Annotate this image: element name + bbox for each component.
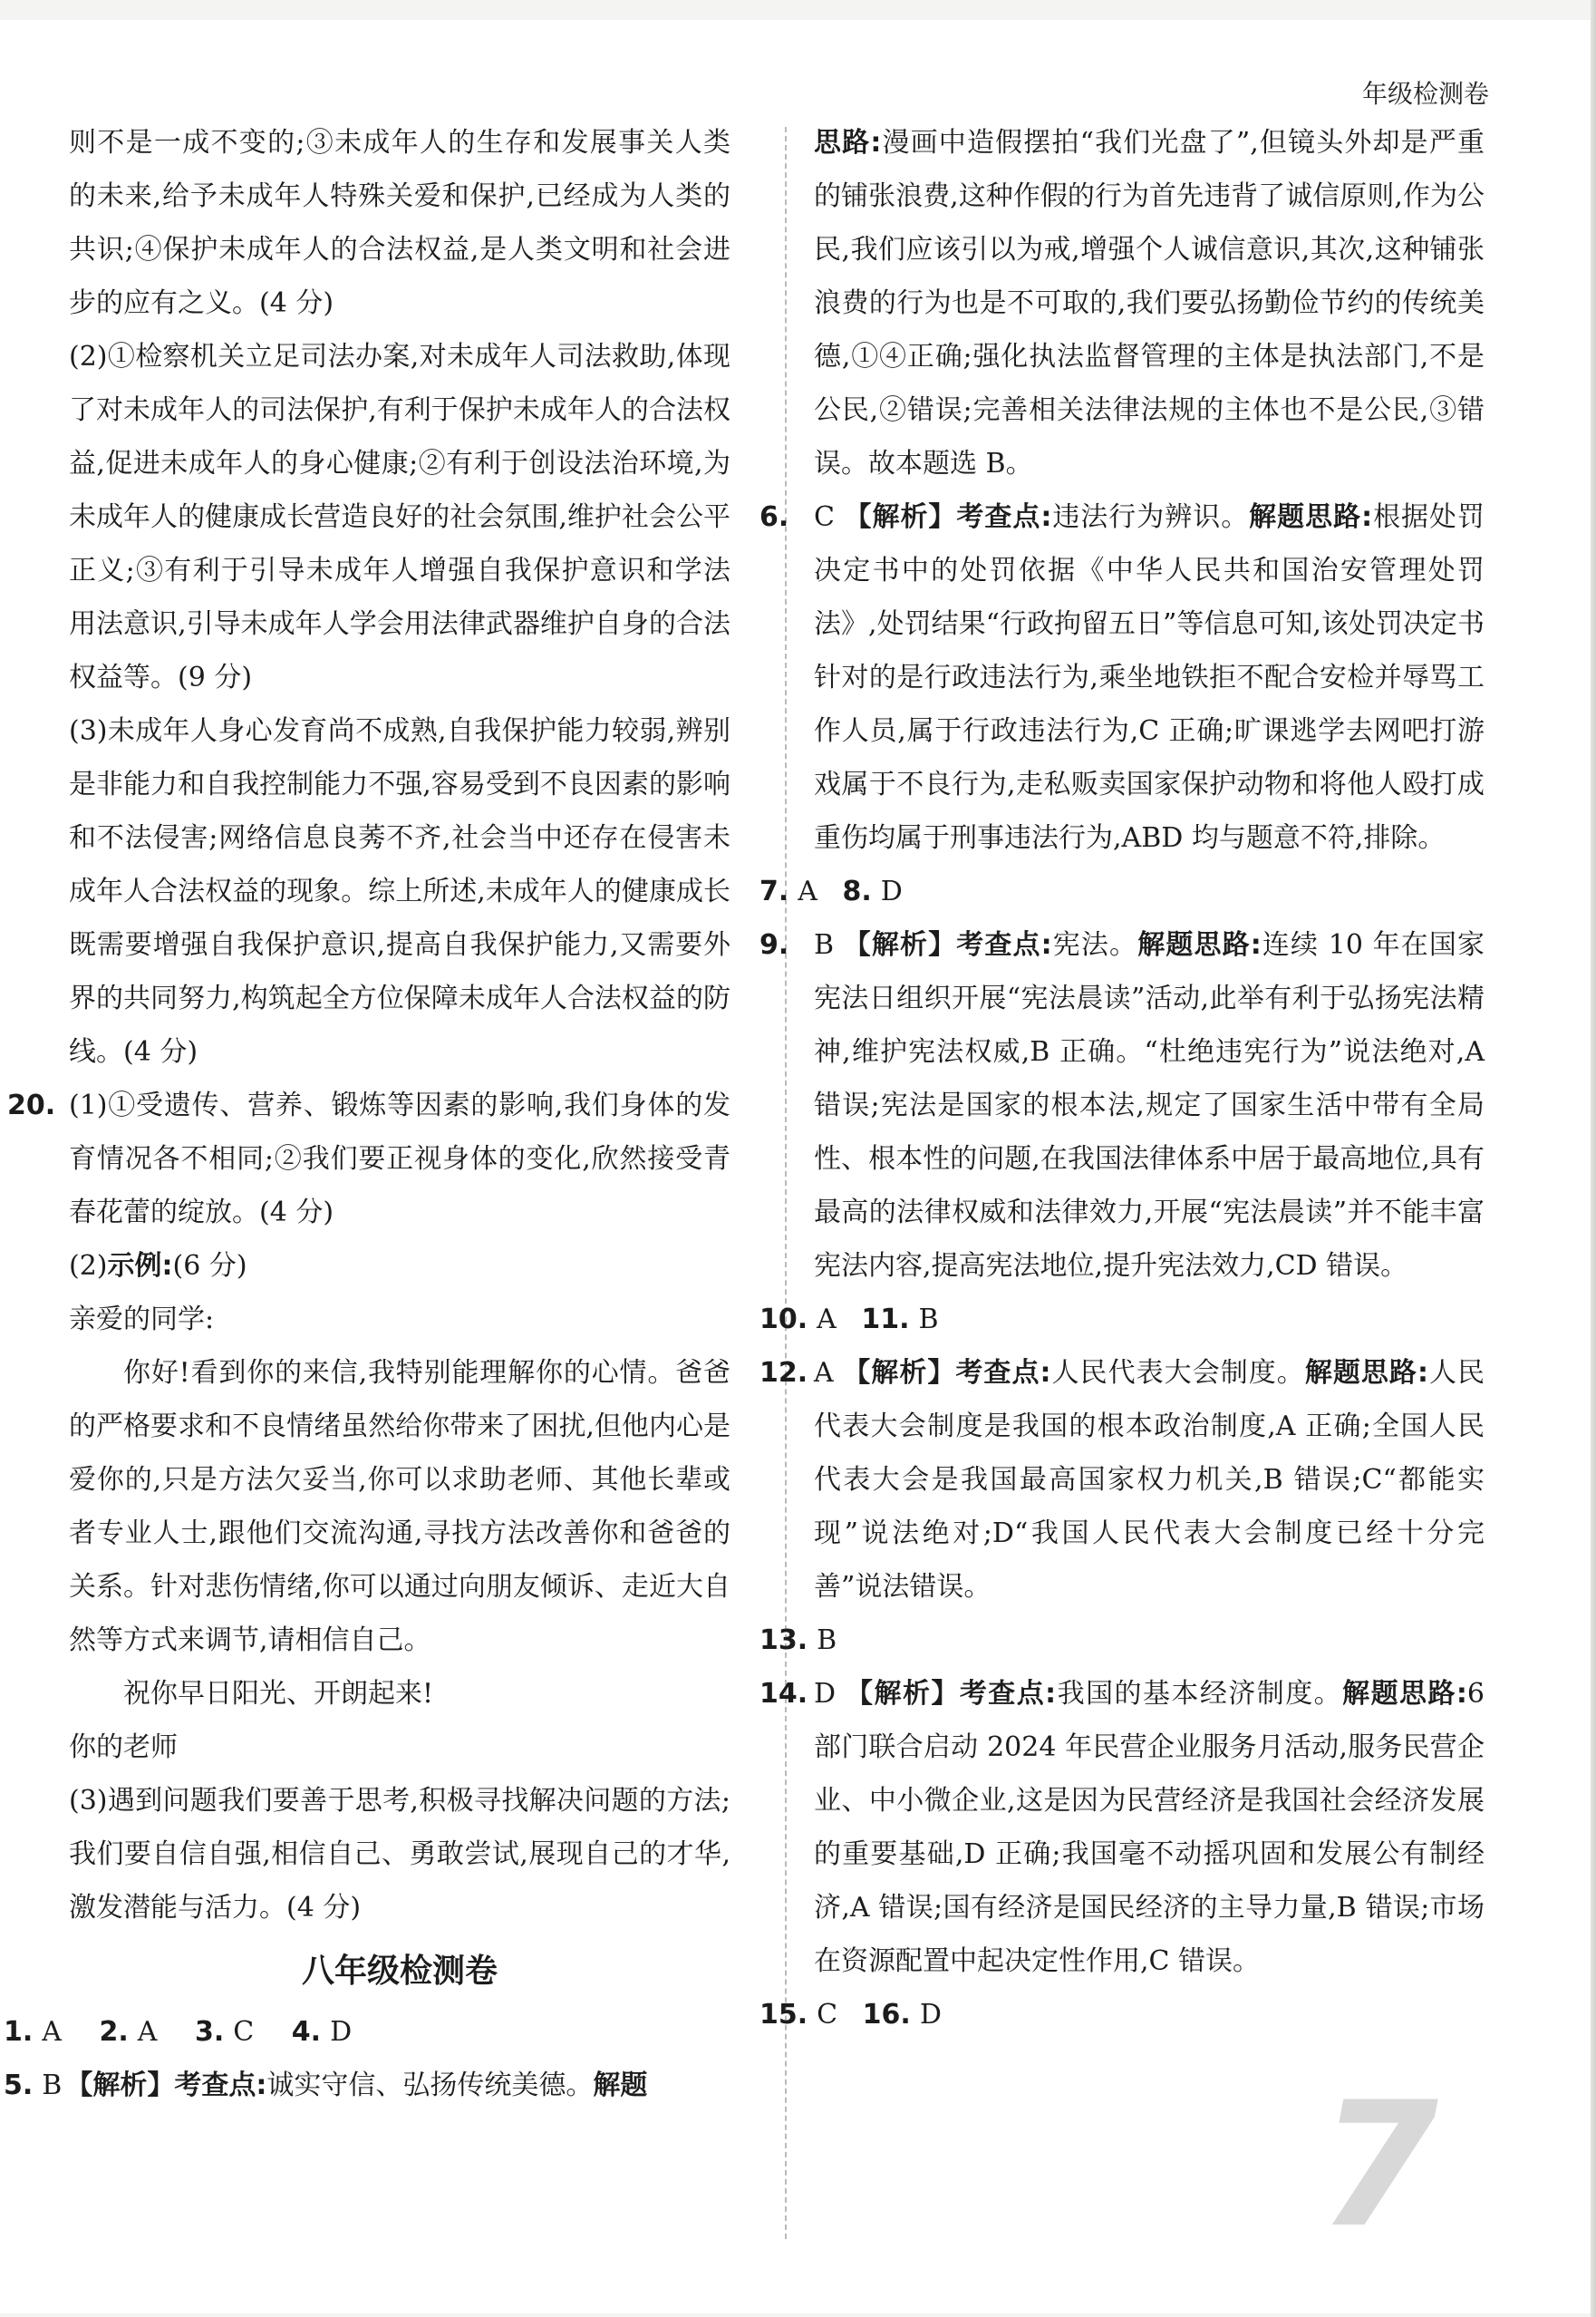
- answer-10-number: 10.: [759, 1304, 808, 1335]
- q12-solution-text: 人民代表大会制度是我国的根本政治制度,A 正确;全国人民代表大会是我国最高国家权力机关,B 错误;C“都能实现”说法绝对;D“我国人民代表大会制度已经十分完善”说法错误。: [814, 1357, 1485, 1603]
- answer-1-choice: A: [42, 2016, 62, 2048]
- q9-solution-label: 解题思路:: [1137, 929, 1262, 961]
- answer-13-row: [759, 1614, 1485, 1667]
- answer-15: [759, 1999, 841, 2031]
- answer-11-number: 11.: [861, 1304, 910, 1335]
- q12-analysis-tag: 【解析】: [843, 1357, 956, 1389]
- answer-15-choice: C: [817, 1999, 838, 2031]
- letter-closing: 祝你早日阳光、开朗起来!: [123, 1678, 434, 1710]
- question-9: [759, 918, 1485, 1293]
- answer-3-number: 3.: [195, 2016, 225, 2048]
- answer-10: [759, 1304, 840, 1335]
- q5-number: 5.: [4, 2070, 34, 2101]
- q14-solution-label: 解题思路:: [1342, 1678, 1467, 1710]
- answers-10-11: [759, 1293, 1485, 1346]
- q14-keypoint-text: 我国的基本经济制度。: [1056, 1678, 1343, 1710]
- q20-part2-prefix: (2): [69, 1250, 108, 1282]
- q5-solution: [814, 116, 1485, 490]
- answer-2-number: 2.: [99, 2016, 129, 2048]
- q14-solution-text: 6 部门联合启动 2024 年民营企业服务月活动,服务民营企业、中小微企业,这是因为民营经济是我国社会经济发展的重要基础,D 正确;我国毫不动摇巩固和发展公有制经济,A 错误;国有经济是国民经济的主导力量,B 错误;市场在资源配置中起决定性作用,C 错误。: [814, 1678, 1485, 1977]
- answer-16-choice: D: [919, 1999, 942, 2031]
- question-5: [4, 2059, 730, 2112]
- q14-keypoint-label: 考查点:: [959, 1678, 1057, 1710]
- q14-analysis-tag: 【解析】: [846, 1678, 960, 1710]
- answer-10-choice: A: [817, 1304, 837, 1335]
- q20-example-label: 示例:: [107, 1250, 173, 1282]
- answer-16-number: 16.: [862, 1999, 911, 2031]
- q20-part3: (3)遇到问题我们要善于思考,积极寻找解决问题的方法;我们要自信自强,相信自己、勇敢尝试,展现自己的才华,激发潜能与活力。(4 分): [69, 1785, 730, 1924]
- question-6: [759, 490, 1485, 865]
- letter-signature: 你的老师: [69, 1731, 178, 1763]
- answer-4-number: 4.: [291, 2016, 322, 2048]
- q9-number: 9.: [759, 929, 789, 961]
- letter-salutation: 亲爱的同学:: [69, 1304, 215, 1335]
- q6-number: 6.: [759, 501, 789, 533]
- answer-15-number: 15.: [759, 1999, 808, 2031]
- q20-part2-score: (6 分): [172, 1250, 247, 1282]
- answer-11: [861, 1304, 942, 1335]
- q5-analysis-tag: 【解析】: [65, 2070, 175, 2101]
- q5-solution-label-start: 解题: [593, 2070, 648, 2101]
- q20-part1: (1)①受遗传、营养、锻炼等因素的影响,我们身体的发育情况各不相同;②我们要正视身体的变化,欣然接受青春花蕾的绽放。(4 分): [69, 1090, 730, 1228]
- q6-keypoint-text: 违法行为辨识。: [1051, 501, 1250, 533]
- answer-13-number: 13.: [759, 1624, 808, 1656]
- q6-solution-label: 解题思路:: [1249, 501, 1373, 533]
- answers-7-8: [759, 865, 1485, 918]
- q9-solution-text: 连续 10 年在国家宪法日组织开展“宪法晨读”活动,此举有利于弘扬宪法精神,维护宪法权威,B 正确。“杜绝违宪行为”说法绝对,A 错误;宪法是国家的根本法,规定了国家生活中带有全局性、根本性的问题,在我国法律体系中居于最高地位,具有最高的法律权威和法律效力,开展“宪法晨读”并不能丰富宪法内容,提高宪法地位,提升宪法效力,CD 错误。: [814, 929, 1485, 1282]
- answer-1: [4, 2016, 65, 2048]
- q5-keypoint-label: 考查点:: [174, 2070, 267, 2101]
- q19-part2: (2)①检察机关立足司法办案,对未成年人司法救助,体现了对未成年人的司法保护,有利于保护未成年人的合法权益,促进未成年人的身心健康;②有利于创设法治环境,为未成年人的健康成长营造良好的社会氛围,维护社会公平正义;③有利于引导未成年人增强自我保护意识和学法用法意识,引导未成年人学会用法律武器维护自身的合法权益等。(9 分): [69, 341, 730, 693]
- q14-number: 14.: [759, 1678, 808, 1710]
- answer-3: [195, 2016, 257, 2048]
- answer-16: [863, 1999, 945, 2031]
- q9-body: [814, 918, 1485, 1293]
- q5-solution-label-end: 思路:: [814, 127, 882, 159]
- q12-body: [814, 1346, 1485, 1614]
- answer-3-choice: C: [233, 2016, 255, 2048]
- question-14: [759, 1667, 1485, 1988]
- answer-7: [759, 876, 821, 907]
- q6-keypoint-label: 考查点:: [956, 501, 1052, 533]
- q5-answer: B: [42, 2070, 63, 2101]
- q5-solution-text: 漫画中造假摆拍“我们光盘了”,但镜头外却是严重的铺张浪费,这种作假的行为首先违背了诚信原则,作为公民,我们应该引以为戒,增强个人诚信意识,其次,这种铺张浪费的行为也是不可取的,我们要弘扬勤俭节约的传统美德,①④正确;强化执法监督管理的主体是执法部门,不是公民,②错误;完善相关法律法规的主体也不是公民,③错误。故本题选 B。: [814, 127, 1485, 480]
- q19-part1-cont: 则不是一成不变的;③未成年人的生存和发展事关人类的未来,给予未成年人特殊关爱和保护,已经成为人类的共识;④保护未成年人的合法权益,是人类文明和社会进步的应有之义。(4 分): [69, 127, 730, 319]
- q19-part3: (3)未成年人身心发育尚不成熟,自我保护能力较弱,辨别是非能力和自我控制能力不强,容易受到不良因素的影响和不法侵害;网络信息良莠不齐,社会当中还存在侵害未成年人合法权益的现象。综上所述,未成年人的健康成长既需要增强自我保护意识,提高自我保护能力,又需要外界的共同努力,构筑起全方位保障未成年人合法权益的防线。(4 分): [69, 715, 730, 1068]
- q5-continued: [759, 116, 1485, 490]
- q5-keypoint-text: 诚实守信、弘扬传统美德。: [266, 2070, 594, 2101]
- q6-body: [814, 490, 1485, 865]
- answer-7-choice: A: [798, 876, 817, 907]
- right-column: [759, 116, 1485, 2041]
- q14-body: [814, 1667, 1485, 1988]
- answer-2-choice: A: [137, 2016, 158, 2048]
- answer-13: [759, 1624, 840, 1656]
- q9-keypoint-label: 考查点:: [956, 929, 1052, 961]
- q6-answer: C: [814, 501, 835, 533]
- answer-7-number: 7.: [759, 876, 789, 907]
- answer-8: [843, 876, 906, 907]
- q9-answer: B: [814, 929, 835, 961]
- q14-answer: D: [814, 1678, 837, 1710]
- q9-keypoint-text: 宪法。: [1051, 929, 1138, 961]
- q12-number: 12.: [759, 1357, 808, 1389]
- question-20: [7, 1079, 730, 1934]
- answers-1-4: [4, 2005, 730, 2059]
- answer-2: [100, 2016, 161, 2048]
- letter-body: 你好!看到你的来信,我特别能理解你的心情。爸爸的严格要求和不良情绪虽然给你带来了困扰,但他内心是爱你的,只是方法欠妥当,你可以求助老师、其他长辈或者专业人士,跟他们交流沟通,寻找方法改善你和爸爸的关系。针对悲伤情绪,你可以通过向朋友倾诉、走近大自然等方式来调节,请相信自己。: [69, 1357, 730, 1656]
- q20-part2-head: [69, 1239, 730, 1293]
- q12-answer: A: [814, 1357, 834, 1389]
- page-edge: [1591, 0, 1596, 2317]
- q12-keypoint-label: 考查点:: [955, 1357, 1051, 1389]
- q12-solution-label: 解题思路:: [1304, 1357, 1428, 1389]
- answers-15-16: [759, 1988, 1485, 2041]
- q12-keypoint-text: 人民代表大会制度。: [1050, 1357, 1305, 1389]
- answer-4-choice: D: [330, 2016, 353, 2048]
- header-label: 年级检测卷: [1361, 79, 1489, 109]
- q6-analysis-tag: 【解析】: [844, 501, 957, 533]
- question-12: [759, 1346, 1485, 1614]
- q20-number: 20.: [7, 1090, 56, 1121]
- answer-8-number: 8.: [842, 876, 872, 907]
- answer-8-choice: D: [880, 876, 903, 907]
- answer-13-choice: B: [817, 1624, 837, 1656]
- page-number-watermark: 7: [1319, 2065, 1439, 2265]
- q6-solution-text: 根据处罚决定书中的处罚依据《中华人民共和国治安管理处罚法》,处罚结果“行政拘留五日”等信息可知,该处罚决定书针对的是行政违法行为,乘坐地铁拒不配合安检并辱骂工作人员,属于行政违法行为,C 正确;旷课逃学去网吧打游戏属于不良行为,走私贩卖国家保护动物和将他人殴打成重伤均属于刑事违法行为,ABD 均与题意不符,排除。: [814, 501, 1485, 854]
- answer-11-choice: B: [918, 1304, 939, 1335]
- left-column: [4, 116, 730, 2112]
- answer-4: [292, 2016, 355, 2048]
- section-title: 八年级检测卷: [301, 1953, 498, 1990]
- answer-1-number: 1.: [4, 2016, 34, 2048]
- q9-analysis-tag: 【解析】: [843, 929, 957, 961]
